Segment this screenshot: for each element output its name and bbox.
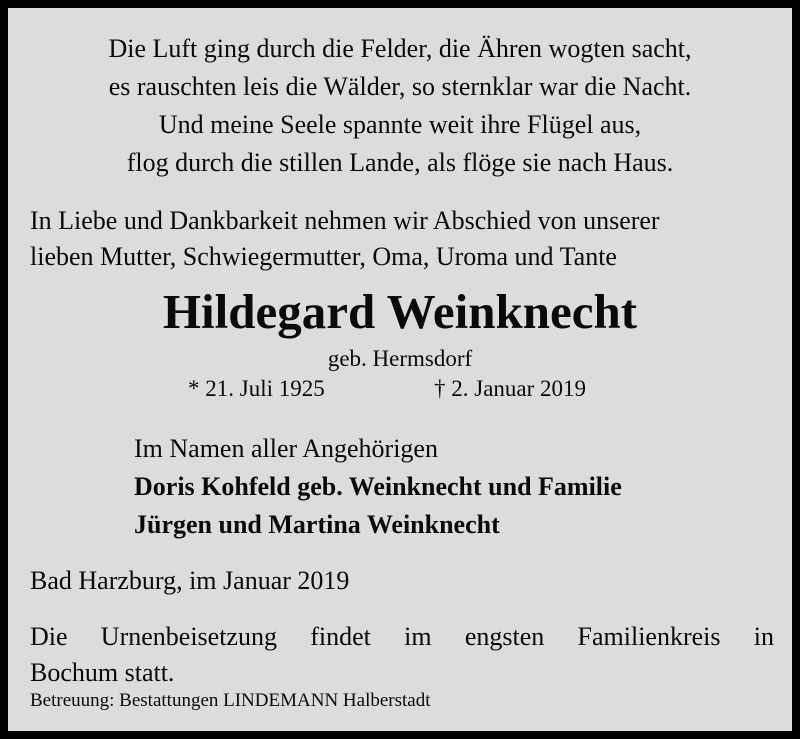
mourner-name: Doris Kohfeld geb. Weinknecht und Familie <box>134 472 622 501</box>
mourner-name: Jürgen und Martina Weinknecht <box>134 510 500 539</box>
mourners-heading: Im Namen aller Angehörigen <box>134 434 438 463</box>
burial-note-line: Die Urnenbeisetzung findet im engsten Familienkreis in <box>30 622 774 651</box>
place-date: Bad Harzburg, im Januar 2019 <box>30 566 350 595</box>
obituary-notice <box>8 8 792 731</box>
deceased-name: Hildegard Weinknecht <box>162 284 638 339</box>
poem-line: Die Luft ging durch die Felder, die Ähren wogten sacht, <box>108 34 692 63</box>
poem-line: es rauschten leis die Wälder, so sternklar war die Nacht. <box>108 72 692 101</box>
funeral-home-credit: Betreuung: Bestattungen LINDEMANN Halberstadt <box>30 690 431 711</box>
birth-name: geb. Hermsdorf <box>327 346 473 371</box>
poem-line: Und meine Seele spannte weit ihre Flügel aus, <box>158 110 642 139</box>
burial-note-line: Bochum statt. <box>30 658 175 687</box>
birth-date: * 21. Juli 1925 <box>188 376 325 401</box>
intro-line: lieben Mutter, Schwiegermutter, Oma, Uroma und Tante <box>30 242 617 271</box>
poem-line: flog durch die stillen Lande, als flöge sie nach Haus. <box>126 148 674 177</box>
intro-line: In Liebe und Dankbarkeit nehmen wir Abschied von unserer <box>30 206 660 235</box>
death-date: † 2. Januar 2019 <box>434 376 587 401</box>
